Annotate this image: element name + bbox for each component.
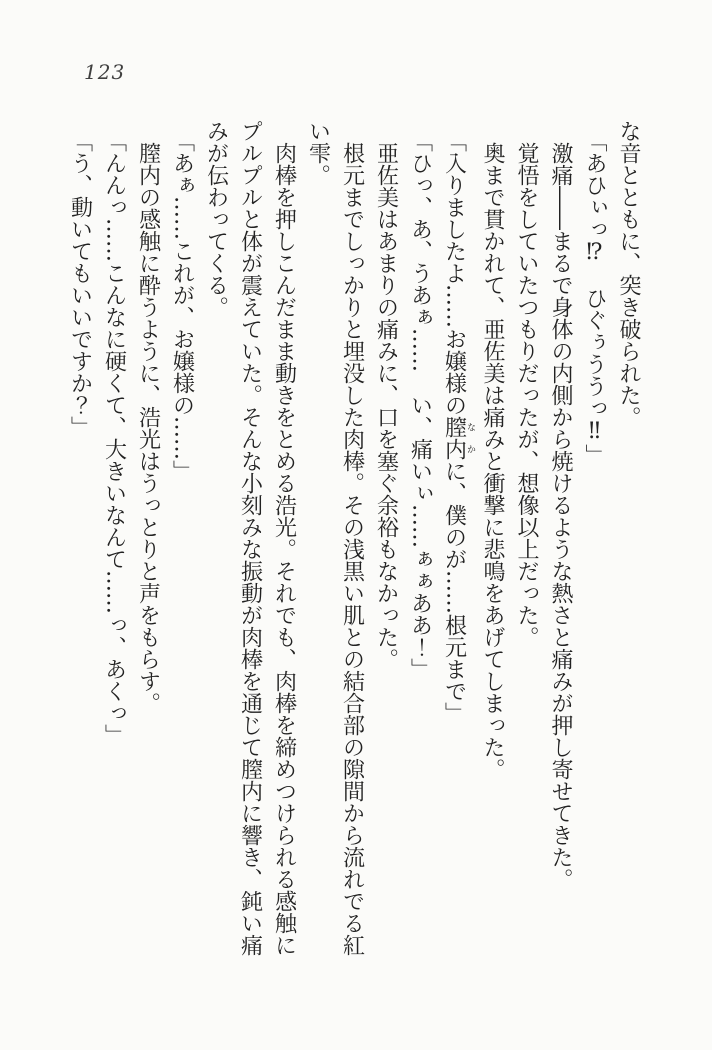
body-text (63, 120, 646, 958)
paragraph: 根元までしっかりと埋没した肉棒。その浅黒い肌との結合部の隙間から流れでる紅い雫。 (305, 120, 365, 956)
paragraph: 「んんっ……こんなに硬くて、大きいなんて……っ、あくっ」 (101, 129, 127, 746)
paragraph: 奥まで貫かれて、亜佐美は痛みと衝撃に悲鳴をあげてしまった。 (480, 142, 505, 780)
paragraph: 肉棒を押しこんだまま動きをとめる浩光。それでも、肉棒を締めつけられる感触にプルプルと体が震えていた。そんな小刻みな振動が肉棒を通じて膣内に響き、鈍い痛みが伝わってくる。 (203, 120, 297, 956)
paragraph: 「ひっ、あ、うあぁ…… い、痛いぃ……ぁぁああ！」 (407, 129, 433, 680)
paragraph: 膣内の感触に酔うように、浩光はうっとりと声をもらす。 (135, 142, 161, 714)
paragraph: 「あひぃっ⁉ ひぐぅううっ‼」 (582, 129, 607, 466)
paragraph: な音とともに、突き破られた。 (616, 120, 641, 428)
furigana: なか (465, 415, 475, 460)
paragraph: 「う、動いてもいいですか？」 (67, 129, 93, 438)
ruby-annotated-word: 膣内なか (441, 415, 475, 460)
page-number: 123 (84, 60, 126, 84)
paragraph: 覚悟をしていたつもりだったが、想像以上だった。 (514, 142, 539, 648)
paragraph: 「あぁ……これが、お嬢様の……」 (169, 129, 195, 482)
paragraph: 「入りましたよ……お嬢様の膣内なかに、僕のが……根元まで」 (441, 129, 475, 724)
paragraph: 激痛――まるで身体の内側から焼けるような熱さと痛みが押し寄せてきた。 (548, 142, 573, 890)
paragraph: 亜佐美はあまりの痛みに、口を塞ぐ余裕もなかった。 (373, 142, 399, 670)
